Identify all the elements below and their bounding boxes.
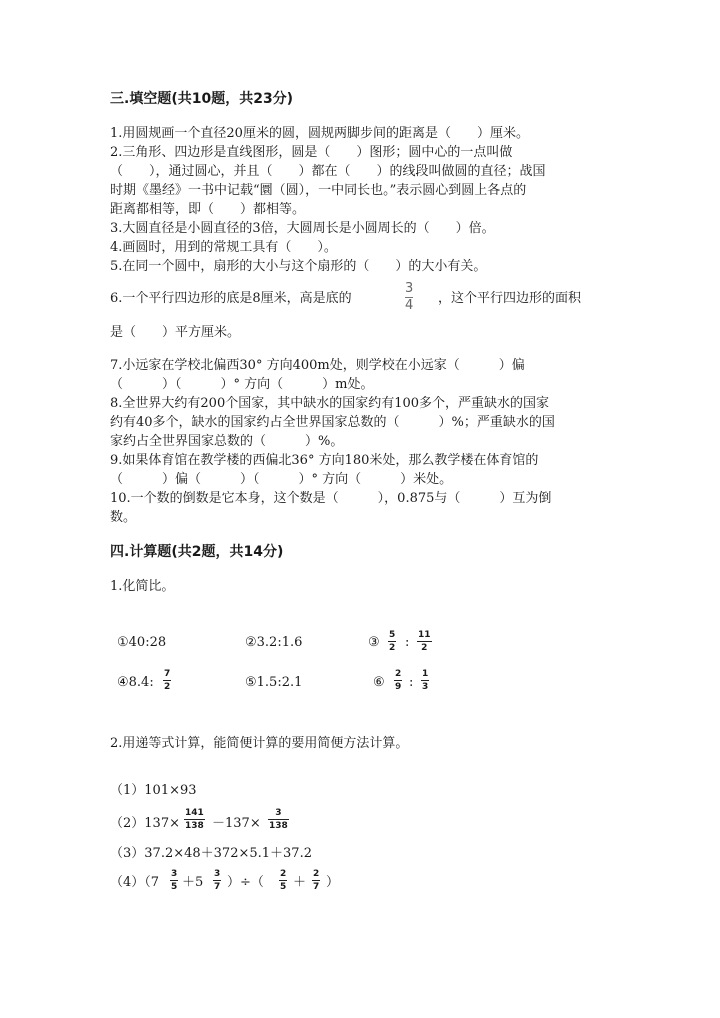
q2-line4: 距离都相等，即（ ）都相等。 [110, 202, 306, 217]
frac-num: 3 [214, 869, 221, 879]
frac-num: 1 [422, 669, 429, 679]
frac-den: 2 [421, 643, 428, 653]
q5-line: 5.在同一个圆中，扇形的大小与这个扇形的（ ）的大小有关。 [110, 259, 487, 274]
frac-bar [394, 680, 402, 681]
q7-line1: 7.小远家在学校北偏西30° 方向400m处，则学校在小远家（ ）偏 [110, 358, 525, 373]
ratio-3-label: ③ [368, 635, 380, 650]
frac-den: 7 [313, 882, 320, 892]
calc-1: （1）101×93 [110, 783, 197, 798]
frac-den: 7 [214, 882, 221, 892]
frac-num: 11 [418, 630, 431, 640]
calc-q2-title: 2.用递等式计算，能简便计算的要用简便方法计算。 [110, 736, 409, 751]
q9-line1: 9.如果体育馆在教学楼的西偏北36° 方向180米处，那么教学楼在体育馆的 [110, 453, 539, 468]
q6-frac-num: 3 [405, 281, 414, 296]
frac-num: 3 [275, 808, 282, 818]
frac-bar [312, 880, 320, 881]
q2-line3: 时期《墨经》一书中记载“圜（圆），一中同长也。”表示圆心到圆上各点的 [110, 183, 527, 198]
q6-frac-den: 4 [405, 298, 414, 313]
frac-num: 2 [395, 669, 402, 679]
ratio-6-frac-a [394, 669, 402, 692]
frac-bar [163, 680, 171, 681]
ratio-6-colon: : [409, 675, 414, 690]
ratio-4-label: ④8.4: [117, 675, 154, 690]
frac-bar [388, 641, 396, 642]
ratio-2: ②3.2:1.6 [245, 635, 303, 650]
frac-den: 9 [395, 682, 402, 692]
q8-line3: 家约占全世界国家总数的（ ）%。 [110, 434, 344, 449]
frac-bar [268, 819, 289, 820]
q8-line1: 8.全世界大约有200个国家，其中缺水的国家约有100多个，严重缺水的国家 [110, 396, 550, 411]
ratio-6-frac-b [421, 669, 429, 692]
frac-den: 138 [185, 821, 204, 831]
ratio-3-frac-a [388, 630, 396, 653]
q4-line: 4.画圆时，用到的常规工具有（ ）。 [110, 240, 337, 255]
frac-num: 141 [185, 808, 204, 818]
q2-line2: （ ），通过圆心，并且（ ）都在（ ）的线段叫做圆的直径；战国 [110, 164, 546, 179]
calc-4-frac-4 [312, 869, 320, 892]
frac-bar [213, 880, 221, 881]
ratio-4-frac [163, 669, 171, 692]
ratio-3-colon: : [405, 635, 410, 650]
calc-2-b: －137× [212, 816, 261, 831]
calc-4-frac-1 [170, 869, 178, 892]
section3-title: 三.填空题(共10题，共23分) [110, 91, 294, 107]
frac-den: 2 [389, 643, 396, 653]
q6-text-b: ，这个平行四边形的面积 [438, 291, 582, 306]
frac-num: 3 [171, 869, 178, 879]
calc-4-frac-2 [213, 869, 221, 892]
q6-text-c: 是（ ）平方厘米。 [110, 325, 241, 340]
calc-4-a: （4）（7 [110, 875, 160, 890]
calc-4-b: ＋5 [182, 875, 204, 890]
q10-line2: 数。 [110, 510, 137, 525]
section4-title: 四.计算题(共2题，共14分) [110, 544, 284, 560]
ratio-5: ⑤1.5:2.1 [245, 675, 303, 690]
calc-4-frac-3 [279, 869, 287, 892]
calc-2-frac-1 [184, 808, 205, 831]
q7-line2: （ ）（ ）° 方向（ ）m处。 [110, 377, 374, 392]
frac-num: 2 [280, 869, 287, 879]
calc-2-a: （2）137× [110, 816, 180, 831]
q1-line: 1.用圆规画一个直径20厘米的圆，圆规两脚步间的距离是（ ）厘米。 [110, 126, 529, 141]
q3-line: 3.大圆直径是小圆直径的3倍，大圆周长是小圆周长的（ ）倍。 [110, 221, 495, 236]
frac-num: 7 [164, 669, 171, 679]
frac-num: 2 [313, 869, 320, 879]
calc-4-c: ）÷（ [227, 875, 264, 890]
frac-den: 2 [164, 682, 171, 692]
ratio-6-label: ⑥ [373, 675, 385, 690]
frac-den: 5 [171, 882, 178, 892]
calc-2-frac-2 [268, 808, 289, 831]
q10-line1: 10.一个数的倒数是它本身，这个数是（ ），0.875与（ ）互为倒 [110, 491, 552, 506]
q6-fraction [405, 282, 413, 313]
calc-q1-title: 1.化简比。 [110, 579, 175, 594]
q9-line2: （ ）偏（ ）（ ）° 方向（ ）米处。 [110, 472, 453, 487]
frac-den: 138 [269, 821, 288, 831]
q2-line1: 2.三角形、四边形是直线图形，圆是（ ）图形；圆中心的一点叫做 [110, 145, 513, 160]
calc-4-e: ） [326, 875, 340, 890]
frac-den: 3 [422, 682, 429, 692]
frac-bar [417, 641, 432, 642]
frac-num: 5 [389, 630, 396, 640]
frac-bar [170, 880, 178, 881]
calc-4-d: ＋ [293, 875, 307, 890]
q6-text-a: 6.一个平行四边形的底是8厘米，高是底的 [110, 291, 352, 306]
ratio-1: ①40:28 [117, 635, 167, 650]
frac-bar [421, 680, 429, 681]
frac-den: 5 [280, 882, 287, 892]
ratio-3-frac-b [417, 630, 432, 653]
calc-3: （3）37.2×48＋372×5.1＋37.2 [110, 846, 312, 861]
frac-bar [279, 880, 287, 881]
frac-bar [184, 819, 205, 820]
q8-line2: 约有40多个，缺水的国家约占全世界国家总数的（ ）%；严重缺水的国 [110, 415, 555, 430]
